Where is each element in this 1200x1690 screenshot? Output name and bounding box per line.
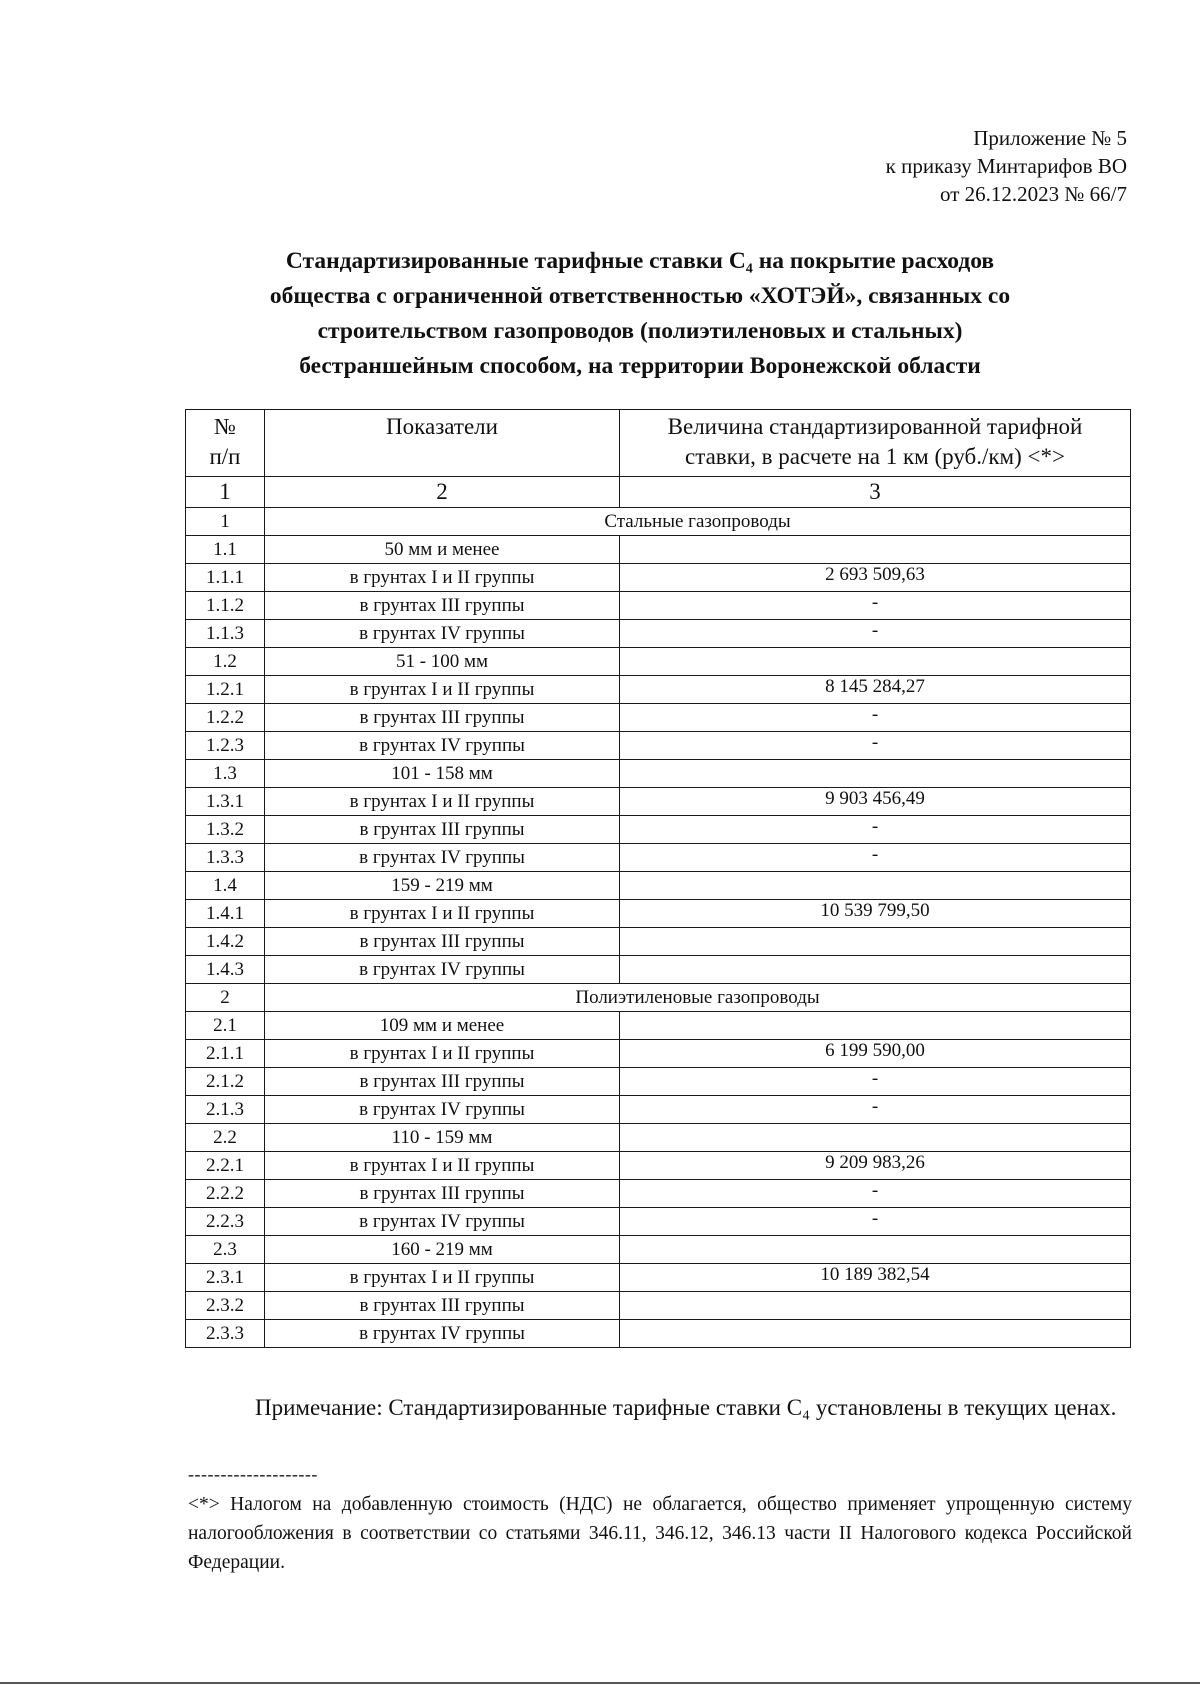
row-number: 1.3.1 [186, 788, 265, 816]
row-number: 1.4.1 [186, 900, 265, 928]
row-rate-value: 10 189 382,54 [620, 1264, 1131, 1292]
row-number: 2.1.2 [186, 1068, 265, 1096]
table-row [186, 788, 1131, 816]
scan-edge-line [0, 1682, 1200, 1684]
row-rate-value: 10 539 799,50 [620, 900, 1131, 928]
table-row [186, 956, 1131, 984]
row-number: 1.2.2 [186, 704, 265, 732]
table-row [186, 1264, 1131, 1292]
title-line-3: строительством газопроводов (полиэтиленовых и стальных) [317, 318, 963, 344]
row-number: 2.1 [186, 1012, 265, 1040]
row-rate-value: - [620, 1208, 1131, 1236]
row-indicator: в грунтах I и II группы [265, 564, 620, 592]
table-row [186, 900, 1131, 928]
row-rate-value: - [620, 844, 1131, 872]
row-indicator: в грунтах IV группы [265, 956, 620, 984]
table-row [186, 704, 1131, 732]
row-indicator: в грунтах IV группы [265, 1320, 620, 1348]
title-line-2: общества с ограниченной ответственностью «ХОТЭЙ», связанных со [269, 283, 1011, 309]
row-number: 2.2.1 [186, 1152, 265, 1180]
row-indicator: 159 - 219 мм [265, 872, 620, 900]
row-number: 2.1.1 [186, 1040, 265, 1068]
row-number: 2.1.3 [186, 1096, 265, 1124]
table-row [186, 676, 1131, 704]
footnote-text: <*> Налогом на добавленную стоимость (НДС) не облагается, общество применяет упрощенную систему налогообложения в соответствии со статьями 346.11, 346.12, 346.13 части II Налогового кодекса Российской Федерации. [188, 1494, 1132, 1573]
row-number: 2.3.2 [186, 1292, 265, 1320]
column-number-2: 2 [265, 477, 620, 508]
appendix-number: Приложение № 5 [973, 126, 1127, 150]
row-indicator: в грунтах III группы [265, 1180, 620, 1208]
tariff-rates-table [185, 409, 1131, 1348]
row-rate-value [620, 1320, 1131, 1348]
appendix-date: от 26.12.2023 № 66/7 [939, 182, 1127, 206]
header-value [620, 410, 1131, 477]
section-title: Полиэтиленовые газопроводы [265, 984, 1131, 1012]
header-value-line-2: ставки, в расчете на 1 км (руб./км) <*> [685, 444, 1065, 469]
row-indicator: в грунтах III группы [265, 1292, 620, 1320]
table-header-row [186, 410, 1131, 477]
table-row [186, 1152, 1131, 1180]
table-row [186, 732, 1131, 760]
section-row [186, 984, 1131, 1012]
table-row [186, 564, 1131, 592]
row-number: 1.2.1 [186, 676, 265, 704]
section-title: Стальные газопроводы [265, 508, 1131, 536]
column-number-1: 1 [186, 477, 265, 508]
row-rate-value [620, 536, 1131, 564]
table-row [186, 1124, 1131, 1152]
row-indicator: в грунтах I и II группы [265, 788, 620, 816]
row-number: 2.2 [186, 1124, 265, 1152]
row-indicator: в грунтах IV группы [265, 844, 620, 872]
row-number: 1.3 [186, 760, 265, 788]
row-rate-value: - [620, 1096, 1131, 1124]
row-number: 2.3 [186, 1236, 265, 1264]
row-indicator: в грунтах III группы [265, 816, 620, 844]
row-rate-value: - [620, 704, 1131, 732]
row-rate-value [620, 872, 1131, 900]
row-number: 1.3.2 [186, 816, 265, 844]
row-indicator: 51 - 100 мм [265, 648, 620, 676]
row-number: 2.3.3 [186, 1320, 265, 1348]
row-number: 1 [186, 508, 265, 536]
table-row [186, 1068, 1131, 1096]
row-rate-value: 8 145 284,27 [620, 676, 1131, 704]
row-number: 1.2.3 [186, 732, 265, 760]
section-row [186, 508, 1131, 536]
table-row [186, 1320, 1131, 1348]
row-number: 1.1.1 [186, 564, 265, 592]
row-number: 2.3.1 [186, 1264, 265, 1292]
row-rate-value: - [620, 620, 1131, 648]
row-indicator: в грунтах III группы [265, 592, 620, 620]
row-indicator: в грунтах IV группы [265, 1096, 620, 1124]
row-number: 1.1 [186, 536, 265, 564]
title-line-4: бестраншейным способом, на территории Воронежской области [299, 353, 981, 379]
row-rate-value [620, 1124, 1131, 1152]
header-num [186, 410, 265, 477]
row-indicator: 110 - 159 мм [265, 1124, 620, 1152]
row-number: 1.1.2 [186, 592, 265, 620]
row-number: 2.2.2 [186, 1180, 265, 1208]
row-rate-value: - [620, 732, 1131, 760]
row-rate-value [620, 1292, 1131, 1320]
header-num-line-1: № [214, 414, 236, 439]
row-rate-value [620, 928, 1131, 956]
row-indicator: в грунтах IV группы [265, 620, 620, 648]
table-row [186, 592, 1131, 620]
row-number: 1.3.3 [186, 844, 265, 872]
row-number: 1.4.3 [186, 956, 265, 984]
table-row [186, 872, 1131, 900]
table-row [186, 1236, 1131, 1264]
table-row [186, 844, 1131, 872]
row-rate-value [620, 1012, 1131, 1040]
row-indicator: 50 мм и менее [265, 536, 620, 564]
column-number-row [186, 477, 1131, 508]
row-rate-value: 6 199 590,00 [620, 1040, 1131, 1068]
document-title [170, 244, 1110, 384]
table-row [186, 816, 1131, 844]
row-indicator: в грунтах III группы [265, 928, 620, 956]
footnote-separator: -------------------- [188, 1464, 318, 1484]
table-row [186, 1292, 1131, 1320]
row-indicator: в грунтах I и II группы [265, 676, 620, 704]
appendix-order: к приказу Минтарифов ВО [885, 154, 1127, 178]
row-rate-value: - [620, 592, 1131, 620]
table-row [186, 620, 1131, 648]
row-number: 1.4.2 [186, 928, 265, 956]
row-rate-value: - [620, 1180, 1131, 1208]
row-number: 2.2.3 [186, 1208, 265, 1236]
row-rate-value: 9 903 456,49 [620, 788, 1131, 816]
header-num-line-2: п/п [209, 444, 241, 469]
row-indicator: в грунтах I и II группы [265, 1264, 620, 1292]
row-rate-value: - [620, 816, 1131, 844]
row-rate-value: - [620, 1068, 1131, 1096]
row-indicator: 109 мм и менее [265, 1012, 620, 1040]
table-row [186, 1180, 1131, 1208]
table-row [186, 1208, 1131, 1236]
row-number: 1.4 [186, 872, 265, 900]
table-row [186, 928, 1131, 956]
row-indicator: в грунтах I и II группы [265, 900, 620, 928]
table-row [186, 760, 1131, 788]
row-rate-value: 9 209 983,26 [620, 1152, 1131, 1180]
row-indicator: в грунтах IV группы [265, 1208, 620, 1236]
table-row [186, 1040, 1131, 1068]
row-indicator: в грунтах IV группы [265, 732, 620, 760]
row-number: 1.2 [186, 648, 265, 676]
row-indicator: в грунтах III группы [265, 704, 620, 732]
column-number-3: 3 [620, 477, 1131, 508]
header-indicator: Показатели [265, 410, 620, 477]
table-row [186, 648, 1131, 676]
appendix-reference [886, 124, 1127, 208]
row-rate-value [620, 760, 1131, 788]
table-row [186, 1096, 1131, 1124]
row-rate-value: 2 693 509,63 [620, 564, 1131, 592]
row-rate-value [620, 956, 1131, 984]
note-text: Примечание: Стандартизированные тарифные ставки С₄ установлены в текущих ценах. [255, 1395, 1117, 1420]
row-number: 1.1.3 [186, 620, 265, 648]
row-rate-value [620, 648, 1131, 676]
table-row [186, 536, 1131, 564]
row-number: 2 [186, 984, 265, 1012]
row-indicator: в грунтах III группы [265, 1068, 620, 1096]
row-rate-value [620, 1236, 1131, 1264]
table-row [186, 1012, 1131, 1040]
header-value-line-1: Величина стандартизированной тарифной [667, 414, 1083, 439]
row-indicator: в грунтах I и II группы [265, 1152, 620, 1180]
row-indicator: 101 - 158 мм [265, 760, 620, 788]
row-indicator: 160 - 219 мм [265, 1236, 620, 1264]
title-line-1: Стандартизированные тарифные ставки С₄ на покрытие расходов [285, 248, 995, 274]
row-indicator: в грунтах I и II группы [265, 1040, 620, 1068]
